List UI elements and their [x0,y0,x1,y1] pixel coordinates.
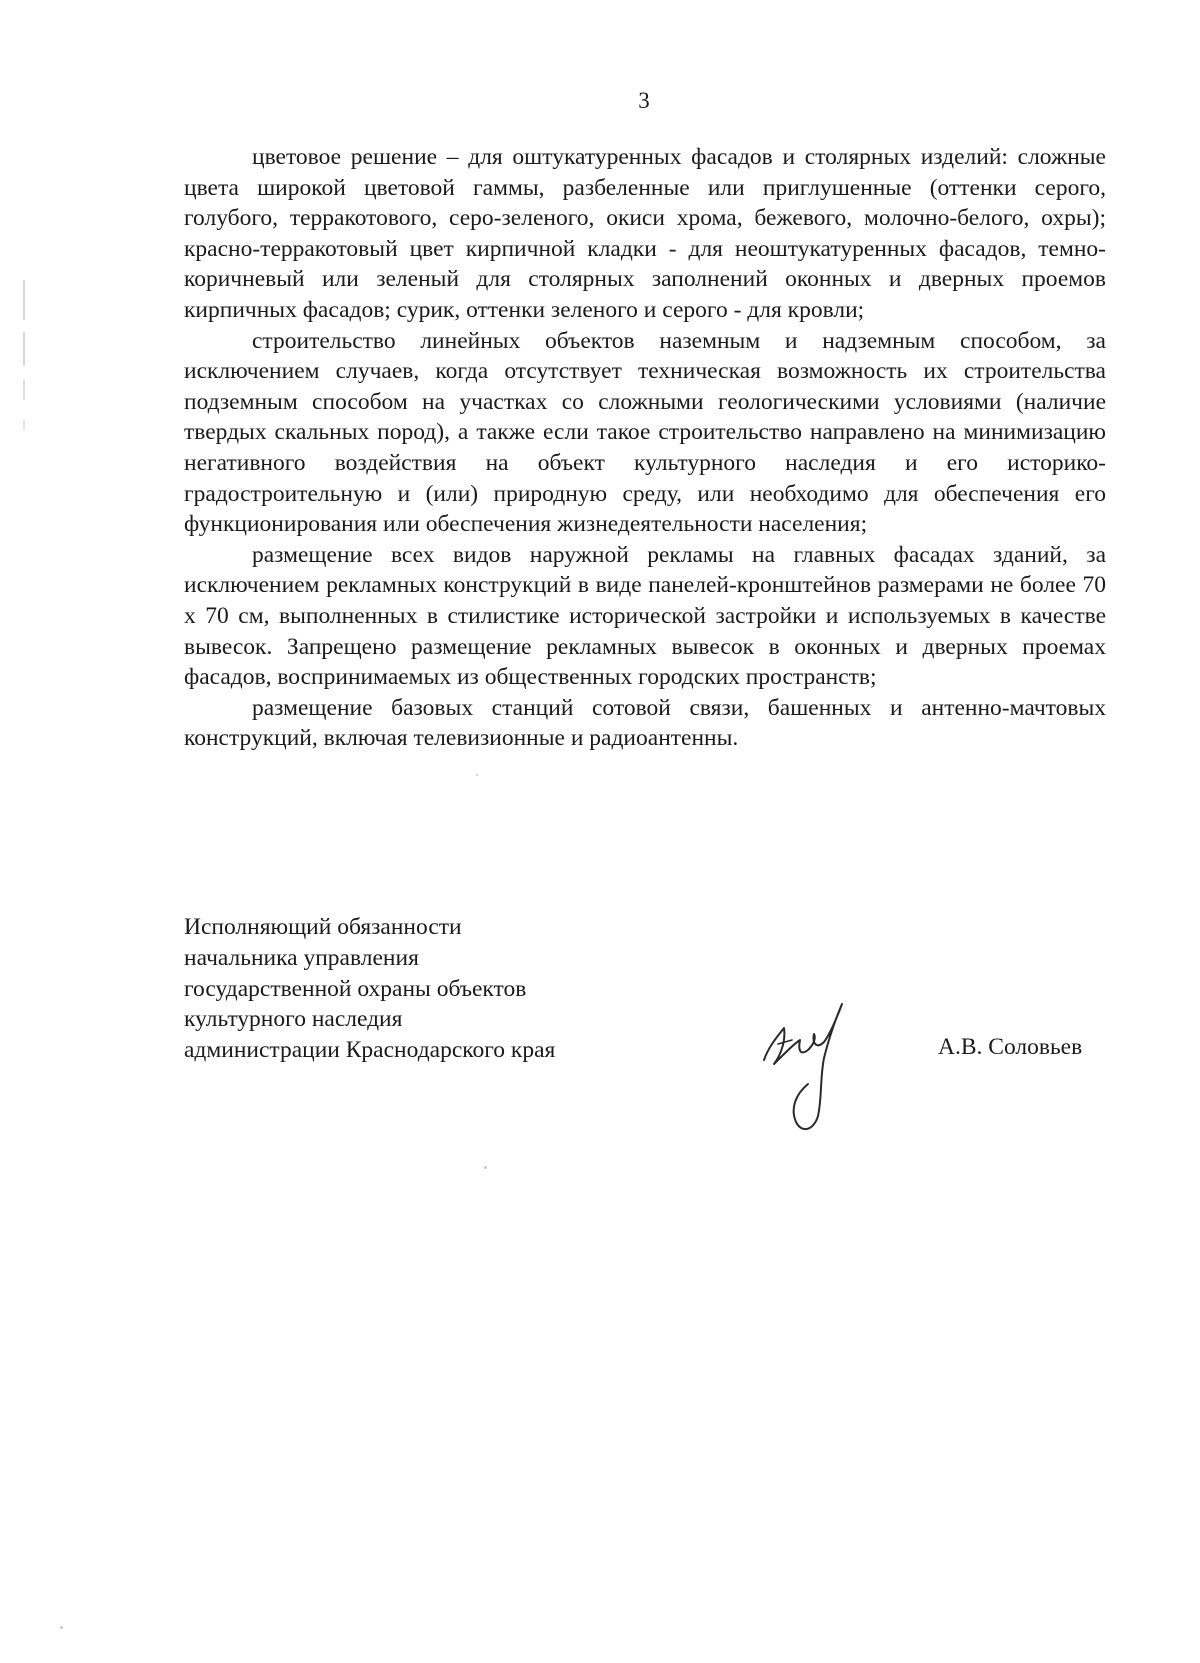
document-body [184,142,1106,754]
position-line: Исполняющий обязанности [184,914,462,940]
position-line: государственной охраны объектов [184,975,527,1002]
position-line: администрации Краснодарского края [184,1037,556,1064]
handwritten-signature [756,998,856,1138]
paragraph-color-solution: цветовое решение – для оштукатуренных фасадов и столярных изделий: сложные цвета широкой цветовой гаммы, разбеленные или приглушенные (оттенки серого, голубого, терракотового, серо-зеленого, окиси хрома, бежевого, молочно-белого, охры); красно-терракотовый цвет кирпичной кладки - для неоштукатуренных фасадов, темно-коричневый или зеленый для столярных заполнений оконных и дверных проемов кирпичных фасадов; сурик, оттенки зеленого и серого - для кровли; [184,144,1106,323]
position-line: начальника управления [184,944,419,971]
position-line: культурного наследия [184,1006,403,1033]
scan-speck [60,1626,63,1629]
scan-speck [484,1166,487,1169]
signer-name: А.В. Соловьев [938,1034,1083,1060]
scan-speck [476,774,478,776]
paragraph-outdoor-advertising: размещение всех видов наружной рекламы на главных фасадах зданий, за исключением рекламных конструкций в виде панелей-кронштейнов размерами не более 70 х 70 см, выполненных в стилистике исторической застройки и используемых в качестве вывесок. Запрещено размещение рекламных вывесок в оконных и дверных проемах фасадов, воспринимаемых из общественных городских пространств; [184,541,1106,691]
paragraph-linear-objects: строительство линейных объектов наземным и надземным способом, за исключением случаев, когда отсутствует техническая возможность их строительства подземным способом на участках со сложными геологическими условиями (наличие твердых скальных пород), а также если такое строительство направлено на минимизацию негативного воздействия на объект культурного наследия и его историко-градостроительную и (или) природную среду, или необходимо для обеспечения его функционирования или обеспечения жизнедеятельности населения; [184,327,1106,538]
page-number: 3 [638,88,650,113]
paragraph-cellular-stations: размещение базовых станций сотовой связи, башенных и антенно-мачтовых конструкций, включая телевизионные и радиоантенны. [184,694,1106,752]
signatory-position [184,912,555,1066]
scan-margin-marks [22,280,26,450]
